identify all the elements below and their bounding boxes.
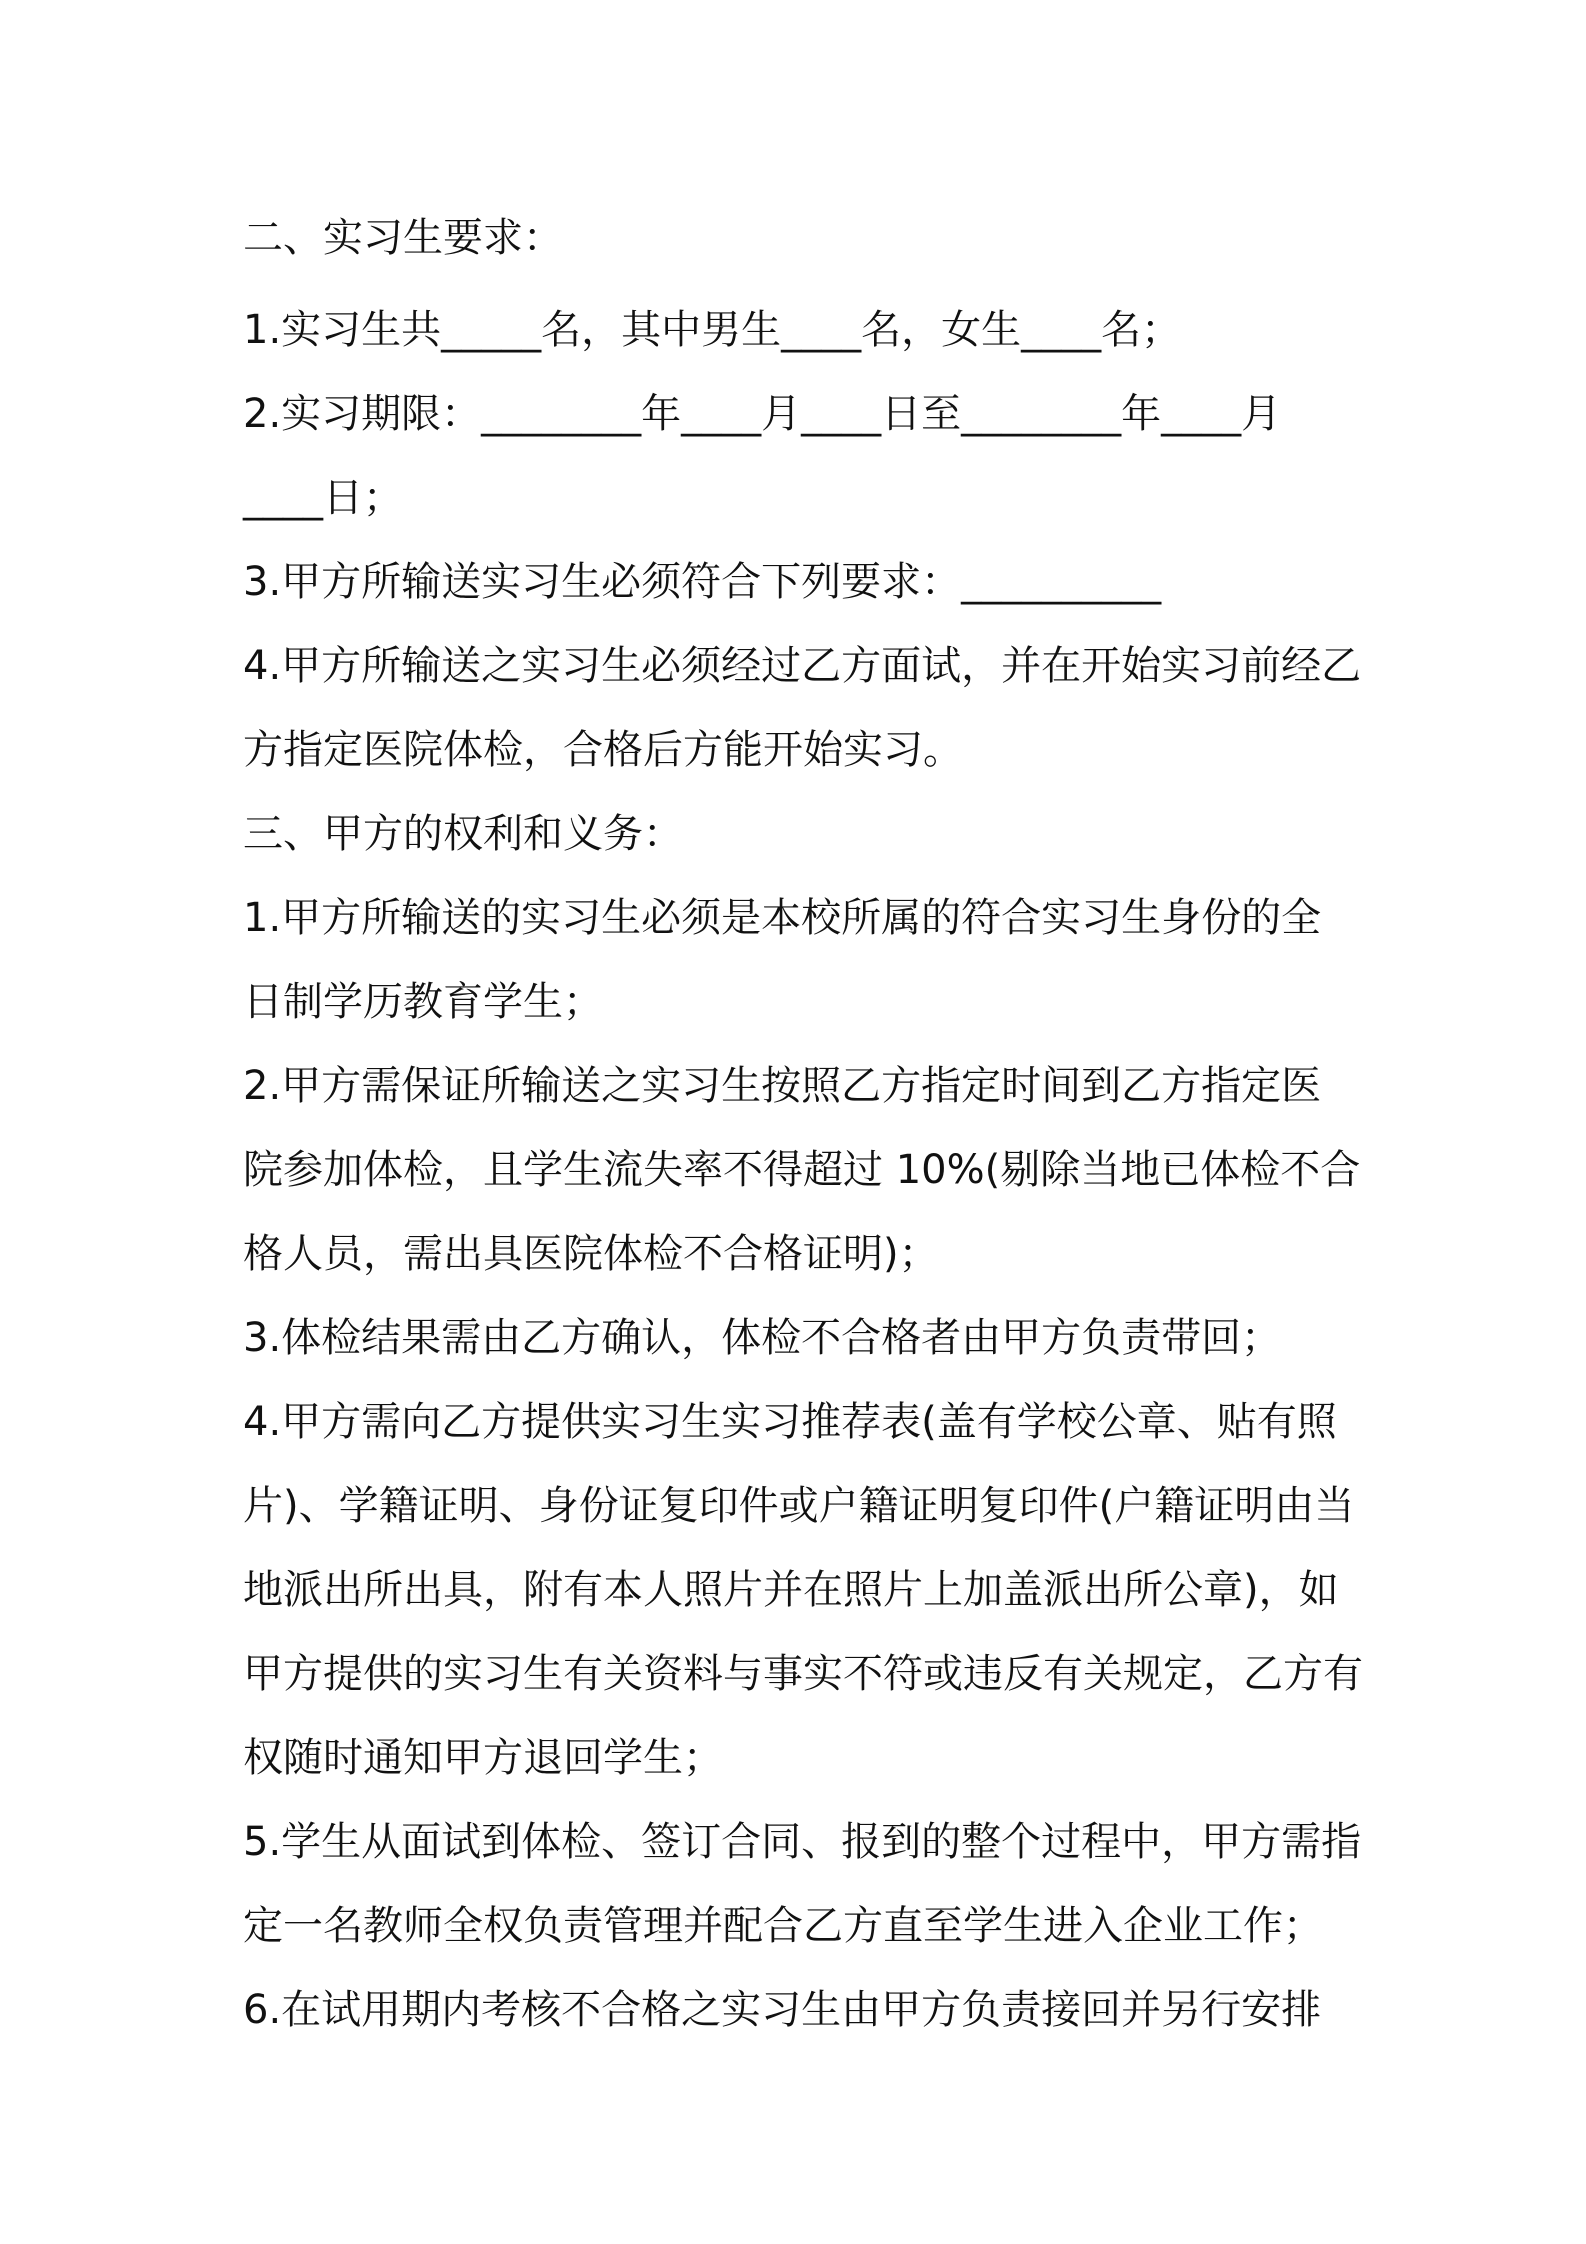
paragraph-line: 1.实习生共_____名，其中男生____名，女生____名； [243, 307, 1182, 353]
paragraph-line: 院参加体检，且学生流失率不得超过 10%(剔除当地已体检不合 [243, 1147, 1361, 1193]
paragraph-line: 格人员，需出具医院体检不合格证明)； [243, 1231, 939, 1277]
paragraph-line: 6.在试用期内考核不合格之实习生由甲方负责接回并另行安排 [243, 1987, 1322, 2033]
paragraph-line: 权随时通知甲方退回学生； [243, 1735, 723, 1781]
paragraph-line: 4.甲方所输送之实习生必须经过乙方面试，并在开始实习前经乙 [243, 643, 1362, 689]
paragraph-line: 甲方提供的实习生有关资料与事实不符或违反有关规定，乙方有 [243, 1651, 1363, 1697]
paragraph-line: 日制学历教育学生； [243, 979, 603, 1025]
section-heading-intern-requirements: 二、实习生要求： [243, 215, 563, 261]
paragraph-line: ____日； [243, 475, 403, 521]
paragraph-line: 2.甲方需保证所输送之实习生按照乙方指定时间到乙方指定医 [243, 1063, 1322, 1109]
paragraph-line: 4.甲方需向乙方提供实习生实习推荐表(盖有学校公章、贴有照 [243, 1399, 1337, 1445]
spacer [243, 280, 1355, 288]
paragraph-line: 定一名教师全权负责管理并配合乙方直至学生进入企业工作； [243, 1903, 1323, 1949]
paragraph-line: 5.学生从面试到体检、签订合同、报到的整个过程中，甲方需指 [243, 1819, 1362, 1865]
paragraph-line: 1.甲方所输送的实习生必须是本校所属的符合实习生身份的全 [243, 895, 1322, 941]
paragraph-line: 3.体检结果需由乙方确认，体检不合格者由甲方负责带回； [243, 1315, 1282, 1361]
paragraph-line: 3.甲方所输送实习生必须符合下列要求：__________ [243, 559, 1162, 605]
paragraph-line: 地派出所出具，附有本人照片并在照片上加盖派出所公章)，如 [243, 1567, 1339, 1613]
paragraph-line: 2.实习期限：________年____月____日至________年____月 [243, 391, 1282, 437]
paragraph-line: 片)、学籍证明、身份证复印件或户籍证明复印件(户籍证明由当 [243, 1483, 1355, 1529]
document-body [243, 196, 1363, 2052]
section-heading-party-a-rights: 三、甲方的权利和义务： [243, 811, 683, 857]
paragraph-line: 方指定医院体检，合格后方能开始实习。 [243, 727, 963, 773]
